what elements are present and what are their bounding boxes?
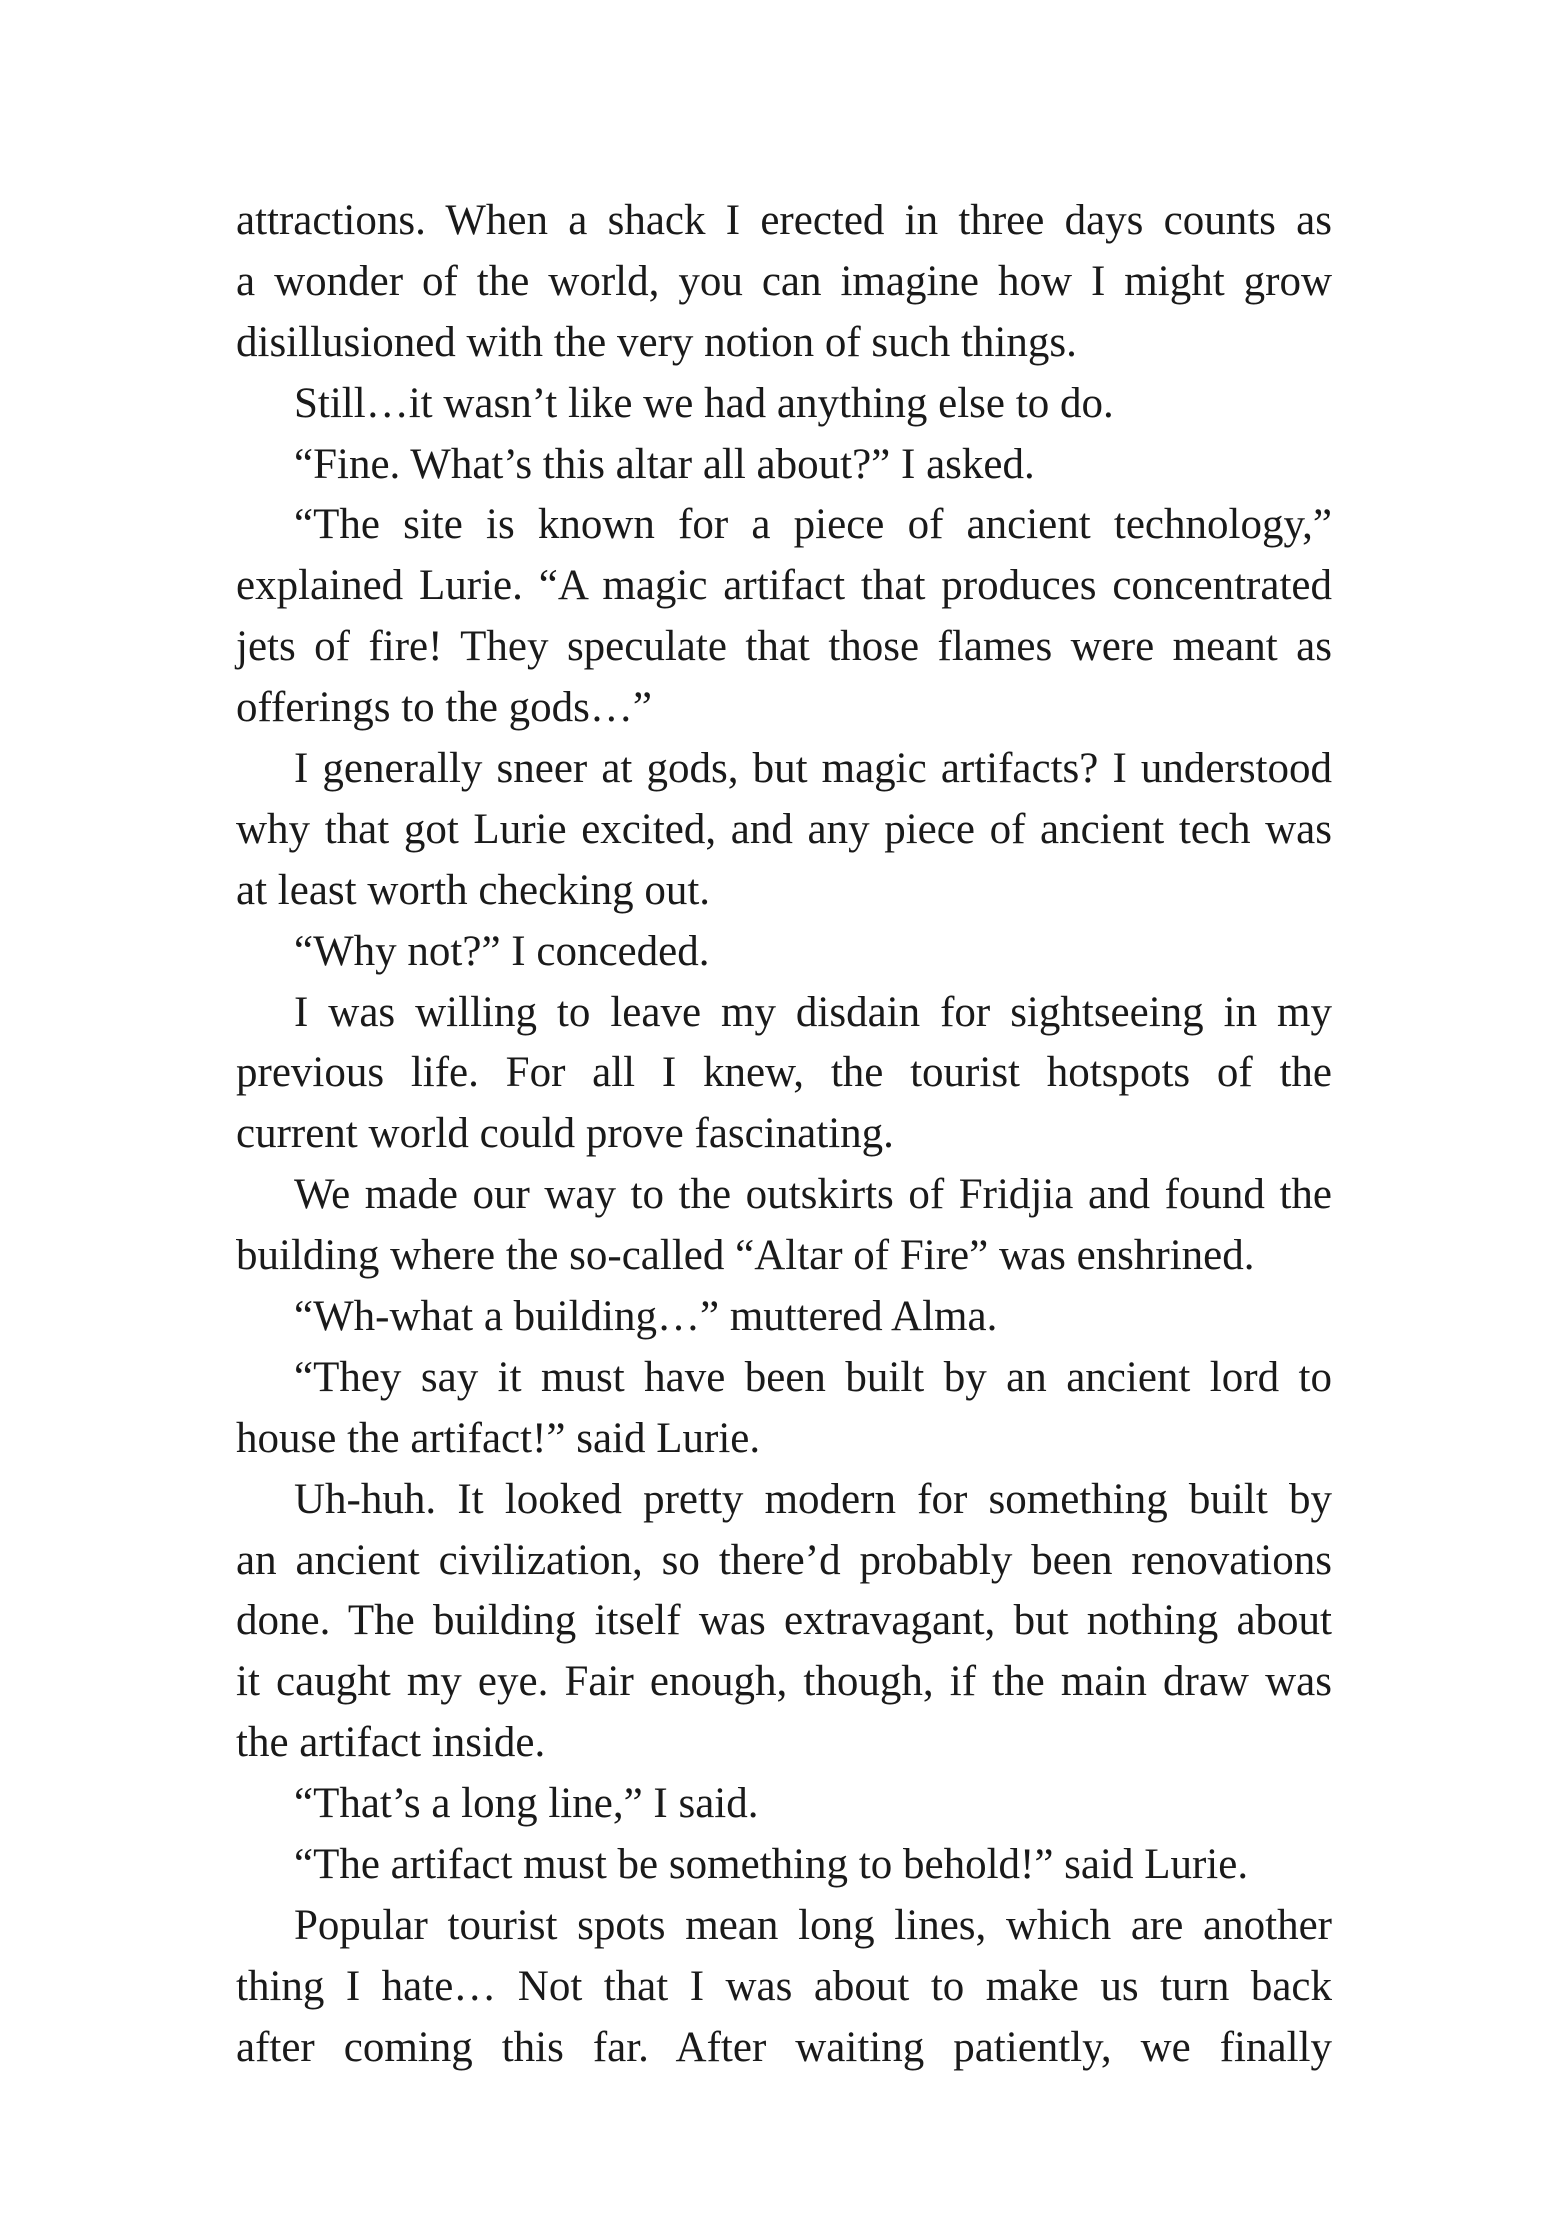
text-line: thing I hate… Not that I was about to make us turn back: [236, 1962, 1332, 2010]
text-line: at least worth checking out.: [236, 866, 711, 914]
text-line: Popular tourist spots mean long lines, which are another: [294, 1901, 1332, 1949]
text-line: done. The building itself was extravagant, but nothing about: [236, 1597, 1332, 1645]
text-line: disillusioned with the very notion of such things.: [236, 318, 1077, 366]
text-line: “That’s a long line,” I said.: [294, 1780, 759, 1828]
text-line: house the artifact!” said Lurie.: [236, 1414, 761, 1462]
text-line: previous life. For all I knew, the tourist hotspots of the: [236, 1049, 1332, 1097]
text-line: current world could prove fascinating.: [236, 1110, 894, 1158]
text-line: explained Lurie. “A magic artifact that produces concentrated: [236, 562, 1332, 610]
text-line: after coming this far. After waiting patiently, we finally: [236, 2023, 1332, 2071]
text-line: Uh-huh. It looked pretty modern for something built by: [294, 1475, 1332, 1523]
text-line: “Fine. What’s this altar all about?” I asked.: [294, 440, 1035, 488]
text-line: building where the so-called “Altar of Fire” was enshrined.: [236, 1232, 1255, 1280]
text-line: I was willing to leave my disdain for sightseeing in my: [294, 988, 1332, 1036]
text-line: jets of fire! They speculate that those flames were meant as: [236, 623, 1332, 671]
text-line: “The artifact must be something to behold!” said Lurie.: [294, 1841, 1249, 1889]
text-line: I generally sneer at gods, but magic artifacts? I understood: [294, 745, 1332, 793]
text-line: “Wh-what a building…” muttered Alma.: [294, 1293, 998, 1341]
text-line: offerings to the gods…”: [236, 684, 652, 732]
text-line: “Why not?” I conceded.: [294, 927, 710, 975]
text-line: Still…it wasn’t like we had anything else to do.: [294, 379, 1114, 427]
text-line: “They say it must have been built by an ancient lord to: [294, 1353, 1332, 1401]
text-line: We made our way to the outskirts of Fridjia and found the: [294, 1171, 1332, 1219]
text-line: why that got Lurie excited, and any piece of ancient tech was: [236, 805, 1332, 853]
body-text: [236, 191, 1332, 2079]
text-line: a wonder of the world, you can imagine how I might grow: [236, 257, 1332, 305]
text-line: the artifact inside.: [236, 1719, 546, 1767]
text-line: attractions. When a shack I erected in three days counts as: [236, 197, 1332, 244]
text-line: it caught my eye. Fair enough, though, if the main draw was: [236, 1658, 1332, 1706]
text-line: an ancient civilization, so there’d probably been renovations: [236, 1536, 1332, 1584]
text-line: “The site is known for a piece of ancient technology,”: [294, 501, 1332, 549]
